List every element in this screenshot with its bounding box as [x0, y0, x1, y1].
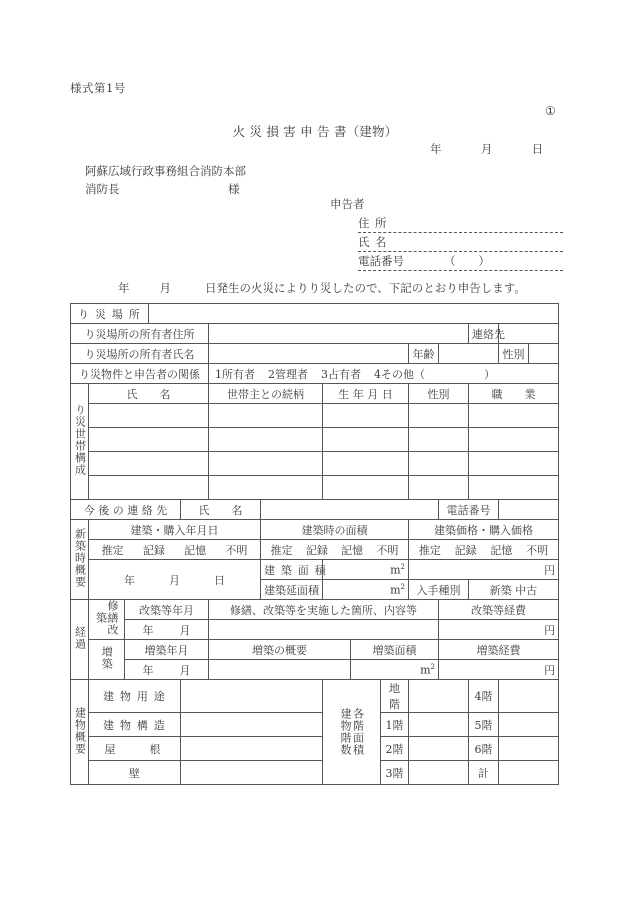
newbuild-total-area-value[interactable]: $m^2$: [323, 580, 409, 600]
floor-value-3f[interactable]: [409, 761, 469, 785]
extend-cost-unit: 円: [544, 663, 556, 677]
applicant-block: [330, 196, 563, 271]
title-date-line: [430, 141, 543, 157]
extend-outline-header: 増築の概要: [209, 640, 351, 660]
table-row-relation: [71, 364, 559, 384]
household-cell-birthdate-4[interactable]: [323, 476, 409, 500]
household-col-gender: 性別: [409, 384, 469, 404]
applicant-phone-label: 電話番号: [358, 254, 404, 268]
household-cell-gender-2[interactable]: [409, 428, 469, 452]
extend-area-value[interactable]: $m^2$: [351, 660, 439, 680]
household-cell-gender-3[interactable]: [409, 452, 469, 476]
extend-cost-value[interactable]: [439, 660, 559, 680]
unit-sqm-icon: m: [420, 663, 431, 677]
building-wall-value[interactable]: [181, 761, 323, 785]
extend-cost-header: 増築経費: [439, 640, 559, 660]
extend-date-value[interactable]: [125, 660, 209, 680]
repair-cost-header: 改築等経費: [439, 600, 559, 620]
addressee-organization: 阿蘇広域行政事務組合消防本部: [85, 164, 246, 178]
document-title: 火 災 損 害 申 告 書（建物）: [232, 124, 398, 139]
applicant-phone-paren: （ ）: [444, 254, 490, 268]
relation-option-manager[interactable]: 2管理者: [268, 367, 308, 381]
household-cell-name-2[interactable]: [89, 428, 209, 452]
newbuild-date-basis-unknown[interactable]: 不明: [225, 543, 248, 557]
table-row-owner-name: [71, 344, 559, 364]
table-row: [71, 404, 559, 428]
table-row-newbuild-header: [71, 520, 559, 540]
newbuild-price-value[interactable]: [409, 560, 559, 580]
household-cell-birthdate-3[interactable]: [323, 452, 409, 476]
household-cell-relation-1[interactable]: [209, 404, 323, 428]
extend-date-header: 増築年月: [125, 640, 209, 660]
title-date-month: 月: [480, 142, 493, 156]
floor-label-2f: 2階: [381, 737, 409, 761]
household-cell-relation-4[interactable]: [209, 476, 323, 500]
household-col-name: 氏 名: [89, 384, 209, 404]
repair-date-year: 年: [142, 623, 154, 637]
declaration-line: [118, 280, 526, 296]
owner-name-label: り災場所の所有者氏名: [71, 344, 209, 364]
future-contact-phone-value[interactable]: [499, 500, 559, 520]
table-row-owner-address: [71, 324, 559, 344]
applicant-address-field[interactable]: [358, 214, 563, 233]
floor-label-3f: 3階: [381, 761, 409, 785]
table-row: [71, 452, 559, 476]
table-row-history-repair-header: [71, 600, 559, 620]
addressee-block: [85, 162, 246, 198]
owner-address-value[interactable]: [209, 324, 469, 344]
owner-gender-value[interactable]: [529, 344, 559, 364]
household-cell-name-4[interactable]: [89, 476, 209, 500]
table-row-building-structure: [71, 713, 559, 737]
table-row: [71, 428, 559, 452]
history-extend-vertical-label: 増築: [89, 640, 125, 680]
future-contact-name-label: 氏 名: [181, 500, 261, 520]
table-row-building-use: [71, 680, 559, 713]
table-row-household-header: [71, 384, 559, 404]
newbuild-date-month: 月: [169, 573, 180, 587]
floor-value-total[interactable]: [499, 761, 559, 785]
building-structure-value[interactable]: [181, 713, 323, 737]
household-cell-relation-3[interactable]: [209, 452, 323, 476]
title-date-year: 年: [430, 142, 442, 156]
floor-vertical-labels: [323, 680, 381, 785]
applicant-label: 申告者: [330, 197, 365, 211]
floor-value-4f[interactable]: [499, 680, 559, 713]
newbuild-area-basis-record[interactable]: 記録: [305, 543, 328, 557]
newbuild-price-unit: 円: [544, 563, 556, 577]
household-cell-relation-2[interactable]: [209, 428, 323, 452]
newbuild-price-basis-unknown[interactable]: 不明: [526, 543, 549, 557]
newbuild-area-basis-cell[interactable]: [261, 540, 409, 560]
owner-age-value[interactable]: [439, 344, 499, 364]
acquire-type-label: 入手種別: [409, 580, 469, 600]
owner-name-value[interactable]: [209, 344, 409, 364]
building-structure-label: 建 物 構 造: [89, 713, 181, 737]
household-cell-birthdate-1[interactable]: [323, 404, 409, 428]
newbuild-building-area-label: 建 築 面 積: [261, 560, 323, 580]
relation-option-other[interactable]: 4その他（: [374, 367, 425, 381]
table-row-building-wall: [71, 761, 559, 785]
floor-label-6f: 6階: [469, 737, 499, 761]
newbuild-area-basis-unknown[interactable]: 不明: [376, 543, 399, 557]
history-vertical-label: 経過: [71, 600, 89, 680]
declaration-year: 年: [118, 281, 130, 295]
extend-date-year: 年: [142, 663, 154, 677]
newbuild-date-basis-record[interactable]: 記録: [142, 543, 165, 557]
household-cell-gender-4[interactable]: [409, 476, 469, 500]
newbuild-area-basis-estimate[interactable]: 推定: [270, 543, 293, 557]
floor-value-6f[interactable]: [499, 737, 559, 761]
floor-label-total: 計: [469, 761, 499, 785]
newbuild-date-basis-memory[interactable]: 記憶: [184, 543, 207, 557]
newbuild-price-basis-cell[interactable]: [409, 540, 559, 560]
declaration-month: 月: [159, 281, 171, 295]
newbuild-area-header: 建築時の面積: [261, 520, 409, 540]
relation-option-owner[interactable]: 1所有者: [215, 367, 255, 381]
repair-date-header: 改築等年月: [125, 600, 209, 620]
household-cell-gender-1[interactable]: [409, 404, 469, 428]
floor-area-vertical-label: 各階面積: [351, 708, 365, 756]
building-vertical-label: 建物概要: [71, 680, 89, 785]
building-roof-value[interactable]: [181, 737, 323, 761]
acquire-type-options[interactable]: 新築 中古: [469, 580, 559, 600]
floor-value-5f[interactable]: [499, 713, 559, 737]
table-row-newbuild-basis: [71, 540, 559, 560]
floor-label-basement: 地階: [381, 680, 409, 713]
addressee-honorific: 様: [228, 182, 240, 196]
applicant-name-field[interactable]: [358, 233, 563, 252]
building-roof-label: 屋 根: [89, 737, 181, 761]
newbuild-date-basis-cell[interactable]: [89, 540, 261, 560]
relation-option-occupant[interactable]: 3占有者: [321, 367, 361, 381]
household-cell-name-3[interactable]: [89, 452, 209, 476]
table-row-history-extend-value: [71, 660, 559, 680]
extend-outline-value[interactable]: [209, 660, 351, 680]
newbuild-price-basis-estimate[interactable]: 推定: [418, 543, 441, 557]
newbuild-date-day: 日: [214, 573, 225, 587]
newbuild-purchase-date-header: 建築・購入年月日: [89, 520, 261, 540]
floor-value-basement[interactable]: [409, 680, 469, 713]
household-vertical-label: り災世帯構成: [71, 384, 89, 500]
future-contact-label: 今 後 の 連 絡 先: [71, 500, 181, 520]
newbuild-area-basis-memory[interactable]: 記憶: [341, 543, 364, 557]
household-cell-birthdate-2[interactable]: [323, 428, 409, 452]
household-col-relation: 世帯主との続柄: [209, 384, 323, 404]
extend-date-month: 月: [179, 663, 191, 677]
incident-place-value[interactable]: [149, 304, 559, 324]
floor-count-vertical-label: 建物階数: [339, 708, 352, 756]
unit-sqm-icon: m: [390, 583, 401, 597]
repair-cost-unit: 円: [544, 623, 556, 637]
newbuild-total-area-label: 建築延面積: [261, 580, 323, 600]
household-col-birthdate: 生 年 月 日: [323, 384, 409, 404]
page-circle-number: ①: [545, 104, 556, 118]
building-wall-label: 壁: [89, 761, 181, 785]
newbuild-vertical-label: 新築時概要: [71, 520, 89, 600]
extend-area-header: 増築面積: [351, 640, 439, 660]
owner-age-label: 年齢: [409, 344, 439, 364]
building-use-label: 建 物 用 途: [89, 680, 181, 713]
applicant-address-label: 住 所: [358, 216, 387, 230]
household-col-occupation: 職 業: [469, 384, 559, 404]
form-number: 様式第1号: [70, 81, 126, 95]
title-date-day: 日: [531, 142, 544, 156]
repair-cost-value[interactable]: [439, 620, 559, 640]
main-form-table: [70, 303, 559, 785]
newbuild-date-year: 年: [124, 573, 135, 587]
future-contact-phone-label: 電話番号: [439, 500, 499, 520]
newbuild-price-basis-memory[interactable]: 記憶: [490, 543, 513, 557]
applicant-name-label: 氏 名: [358, 235, 387, 249]
table-row-incident-place: [71, 304, 559, 324]
history-repair-vertical-label: 修繕改築: [89, 600, 125, 640]
table-row-future-contact: [71, 500, 559, 520]
floor-label-4f: 4階: [469, 680, 499, 713]
table-row-history-repair-value: [71, 620, 559, 640]
contact-label: 連絡先: [469, 324, 499, 344]
table-row-history-extend-header: [71, 640, 559, 660]
household-cell-occupation-2[interactable]: [469, 428, 559, 452]
floor-label-1f: 1階: [381, 713, 409, 737]
table-row-building-roof: [71, 737, 559, 761]
relation-options-cell[interactable]: [209, 364, 559, 384]
repair-date-value[interactable]: [125, 620, 209, 640]
household-cell-occupation-3[interactable]: [469, 452, 559, 476]
floor-value-1f[interactable]: [409, 713, 469, 737]
applicant-phone-field[interactable]: [358, 252, 563, 271]
unit-sqm-icon: m: [390, 563, 401, 577]
newbuild-price-basis-record[interactable]: 記録: [454, 543, 477, 557]
table-row: [71, 476, 559, 500]
relation-label: り災物件と申告者の関係: [71, 364, 209, 384]
household-cell-name-1[interactable]: [89, 404, 209, 428]
table-row-newbuild-area: [71, 560, 559, 580]
incident-place-label: り 災 場 所: [71, 304, 149, 324]
newbuild-date-basis-estimate[interactable]: 推定: [101, 543, 124, 557]
newbuild-building-area-value[interactable]: $m^2$: [323, 560, 409, 580]
household-cell-occupation-1[interactable]: [469, 404, 559, 428]
floor-value-2f[interactable]: [409, 737, 469, 761]
floor-label-5f: 5階: [469, 713, 499, 737]
future-contact-name-value[interactable]: [261, 500, 439, 520]
owner-gender-label: 性別: [499, 344, 529, 364]
relation-option-other-close: ）: [484, 367, 496, 381]
owner-address-label: り災場所の所有者住所: [71, 324, 209, 344]
addressee-chief: 消防長: [85, 182, 120, 196]
building-use-value[interactable]: [181, 680, 323, 713]
contact-value[interactable]: [499, 324, 559, 344]
newbuild-price-header: 建築価格・購入価格: [409, 520, 559, 540]
declaration-text: 日発生の火災によりり災したので、下記のとおり申告します。: [205, 281, 526, 295]
repair-detail-value[interactable]: [209, 620, 439, 640]
repair-date-month: 月: [179, 623, 191, 637]
newbuild-date-value[interactable]: [89, 560, 261, 600]
repair-detail-header: 修繕、改築等を実施した箇所、内容等: [209, 600, 439, 620]
household-cell-occupation-4[interactable]: [469, 476, 559, 500]
